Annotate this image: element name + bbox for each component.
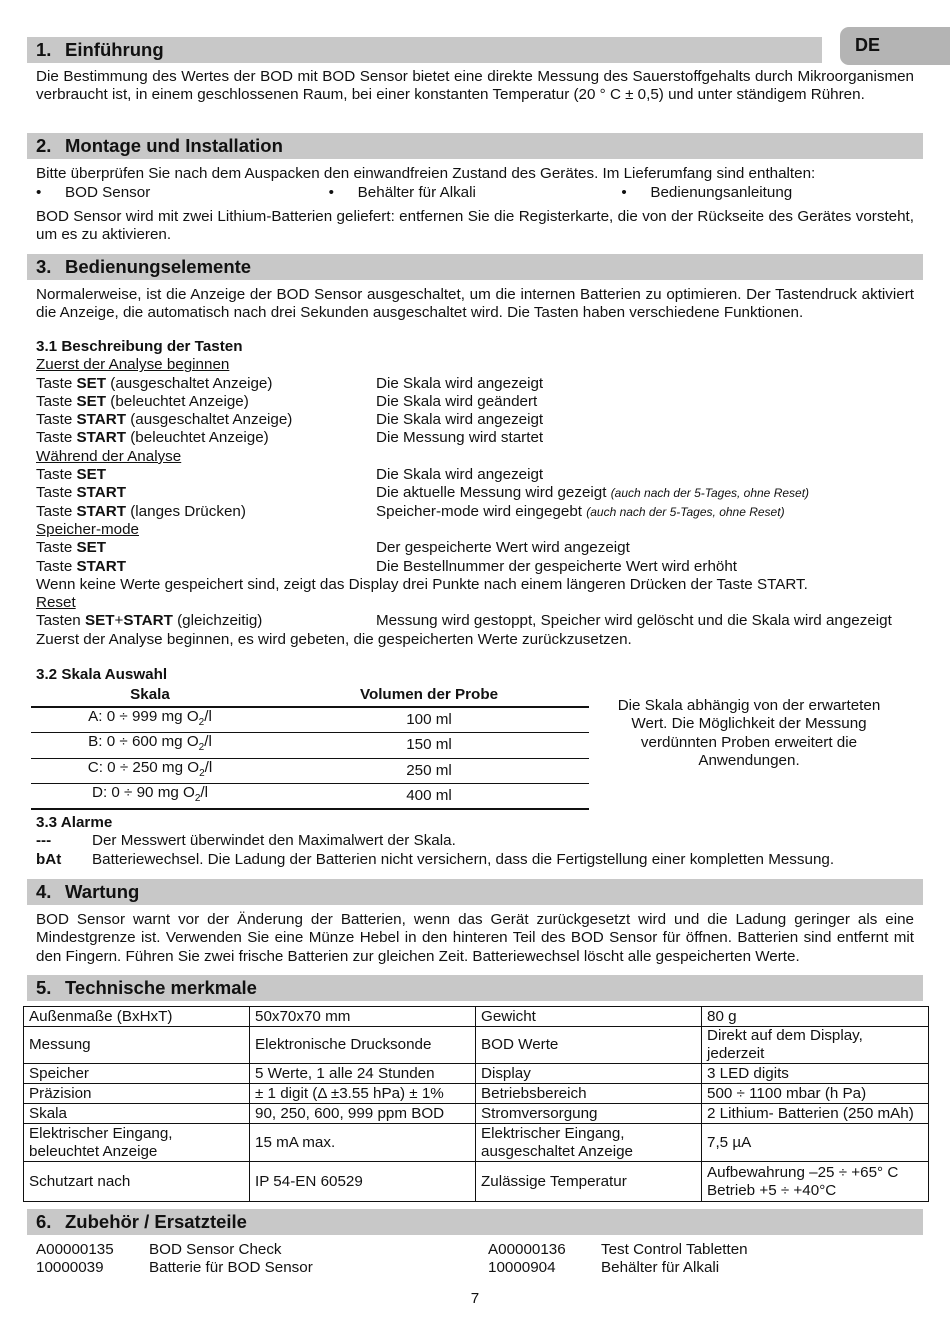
section-title: Bedienungselemente <box>65 256 252 277</box>
controls-intro: Normalerweise, ist die Anzeige der BOD Sensor ausgeschaltet, um die internen Batterien zu optimieren. Der Tastendruck aktiviert die Anzeige, die automatisch nach drei Sekunden ausgeschaltet wird. Die Tasten haben verschiedene Funktionen. <box>36 286 914 322</box>
key-row: Taste SET (beleuchtet Anzeige) Die Skala wird geändert <box>36 392 538 410</box>
table-row: Präzision ± 1 digit (Δ ±3.55 hPa) ± 1% Betriebsbereich 500 ÷ 1100 mbar (h Pa) <box>24 1084 929 1104</box>
table-row: Elektrischer Eingang, beleuchtet Anzeige 15 mA max. Elektrischer Eingang, ausgeschaltet Anzeige 7,5 µA <box>24 1124 929 1162</box>
scale-note: Die Skala abhängig von der erwarteten Wert. Die Möglichkeit der Messung verdünnten Proben erweitert die Anwendungen. <box>617 697 881 769</box>
memory-note: Wenn keine Werte gespeichert sind, zeigt das Display drei Punkte nach einem längeren Drücken der Taste START. <box>36 575 808 593</box>
section-header-3 <box>27 254 923 280</box>
key-row: Taste START (ausgeschaltet Anzeige) Die Skala wird angezeigt <box>36 411 544 429</box>
table-row: A: 0 ÷ 999 mg $O_2/l$ 100 ml <box>31 707 589 733</box>
key-row: Tasten SET+START (gleichzeitig) Messung wird gestoppt, Speicher wird gelöscht und die Skala wird angezeigt <box>36 612 892 630</box>
table-row: Speicher 5 Werte, 1 alle 24 Stunden Display 3 LED digits <box>24 1064 929 1084</box>
subsection-title: 3.2 Skala Auswahl <box>36 666 168 683</box>
accessories-list <box>36 1241 916 1278</box>
table-row: Skala 90, 250, 600, 999 ppm BOD Stromversorgung 2 Lithium- Batterien (250 mAh) <box>24 1104 929 1124</box>
section-number: 6. <box>36 1211 52 1232</box>
group-title: Während der Analyse <box>36 447 182 465</box>
package-contents-list <box>36 184 914 202</box>
page-number: 7 <box>470 1290 480 1307</box>
scale-table <box>31 685 589 810</box>
alarm-row: --- Der Messwert überwindet den Maximalwert der Skala. <box>36 832 456 850</box>
maintenance-paragraph: BOD Sensor warnt vor der Änderung der Batterien, wenn das Gerät zurückgesetzt wird und die Ladung geringer als eine Mindestgrenze ist. Verwenden Sie eine Münze Hebel in den hinteren Teil des BOD Sensor für öffnen. Batterien sind entfernt mit den Fingern. Führen Sie zwei frische Batterien zur gleichen Zeit. Batteriewechsel löscht alle gespeicherten Werte. <box>36 911 914 965</box>
group-title: Zuerst der Analyse beginnen <box>36 356 230 374</box>
key-row: Taste START (beleuchtet Anzeige) Die Messung wird startet <box>36 429 544 447</box>
list-item: A00000135 BOD Sensor Check A00000136 Test Control Tabletten <box>36 1241 748 1258</box>
key-row: Taste START (langes Drücken) Speicher-mode wird eingegebt (auch nach der 5-Tages, ohne Reset) <box>36 502 785 520</box>
section-header-6 <box>27 1209 923 1235</box>
section-title: Einführung <box>65 39 164 60</box>
table-row: Schutzart nach IP 54-EN 60529 Zulässige Temperatur Aufbewahrung –25 ÷ +65° C Betrieb +5 ÷ +40°C <box>24 1162 929 1202</box>
table-row: D: 0 ÷ 90 mg $O_2/l$ 400 ml <box>31 783 589 809</box>
section-title: Wartung <box>65 881 140 902</box>
group-title: Speicher-mode <box>36 520 139 538</box>
key-row: Taste SET (ausgeschaltet Anzeige) Die Skala wird angezeigt <box>36 374 544 392</box>
list-item: • Bedienungsanleitung <box>621 184 793 201</box>
section-header-4 <box>27 879 923 905</box>
key-row: Taste START Die aktuelle Messung wird gezeigt (auch nach der 5-Tages, ohne Reset) <box>36 484 810 502</box>
section-header-1 <box>27 37 822 63</box>
key-row: Taste START Die Bestellnummer der gespeicherte Wert wird erhöht <box>36 557 737 575</box>
section-number: 4. <box>36 881 52 902</box>
section-header-5 <box>27 975 923 1001</box>
column-header: Skala <box>31 685 269 707</box>
reset-note: Zuerst der Analyse beginnen, es wird gebeten, die gespeicherten Werte zurückzusetzen. <box>36 630 632 648</box>
section-title: Zubehör / Ersatzteile <box>65 1211 247 1232</box>
alarms-block <box>36 814 914 869</box>
list-item: • BOD Sensor <box>36 184 151 201</box>
language-tab: DE <box>840 27 950 65</box>
table-row: C: 0 ÷ 250 mg $O_2/l$ 250 ml <box>31 758 589 783</box>
key-description-block <box>36 338 914 649</box>
column-header: Volumen der Probe <box>269 685 589 707</box>
battery-paragraph: BOD Sensor wird mit zwei Lithium-Batterien geliefert: entfernen Sie die Registerkarte, die von der Rückseite des Gerätes vorsteht, um es zu aktivieren. <box>36 208 914 244</box>
section-number: 1. <box>36 39 52 60</box>
table-header-row <box>31 685 589 707</box>
section-title: Technische merkmale <box>65 977 257 998</box>
key-row: Taste SET Die Skala wird angezeigt <box>36 466 544 484</box>
intro-paragraph: Die Bestimmung des Wertes der BOD mit BOD Sensor bietet eine direkte Messung des Sauerstoffgehalts durch Mikroorganismen verbraucht ist, in einem geschlossenen Raum, bei einer konstanten Temperatur (20 ° C ± 0,5) und unter ständigem Rühren. <box>36 68 914 104</box>
key-row: Taste SET Der gespeicherte Wert wird angezeigt <box>36 539 630 557</box>
list-item: • Behälter für Alkali <box>328 184 476 201</box>
section-number: 5. <box>36 977 52 998</box>
section-number: 3. <box>36 256 52 277</box>
list-item: 10000039 Batterie für BOD Sensor 10000904 Behälter für Alkali <box>36 1259 720 1277</box>
table-row: B: 0 ÷ 600 mg $O_2/l$ 150 ml <box>31 733 589 758</box>
table-row: Messung Elektronische Drucksonde BOD Werte Direkt auf dem Display, jederzeit <box>24 1027 929 1064</box>
section-title: Montage und Installation <box>65 135 283 156</box>
subsection-title: 3.1 Beschreibung der Tasten <box>36 338 243 355</box>
installation-intro: Bitte überprüfen Sie nach dem Auspacken den einwandfreien Zustand des Gerätes. Im Lieferumfang sind enthalten: <box>36 165 816 182</box>
section-header-2 <box>27 133 923 159</box>
alarm-row: bAt Batteriewechsel. Die Ladung der Batterien nicht versichern, dass die Fertigstellung einer kompletten Messung. <box>36 850 835 868</box>
table-row: Außenmaße (BxHxT) 50x70x70 mm Gewicht 80 g <box>24 1007 929 1027</box>
subsection-title: 3.3 Alarme <box>36 814 113 831</box>
specs-table <box>23 1006 929 1202</box>
group-title: Reset <box>36 594 76 612</box>
section-number: 2. <box>36 135 52 156</box>
